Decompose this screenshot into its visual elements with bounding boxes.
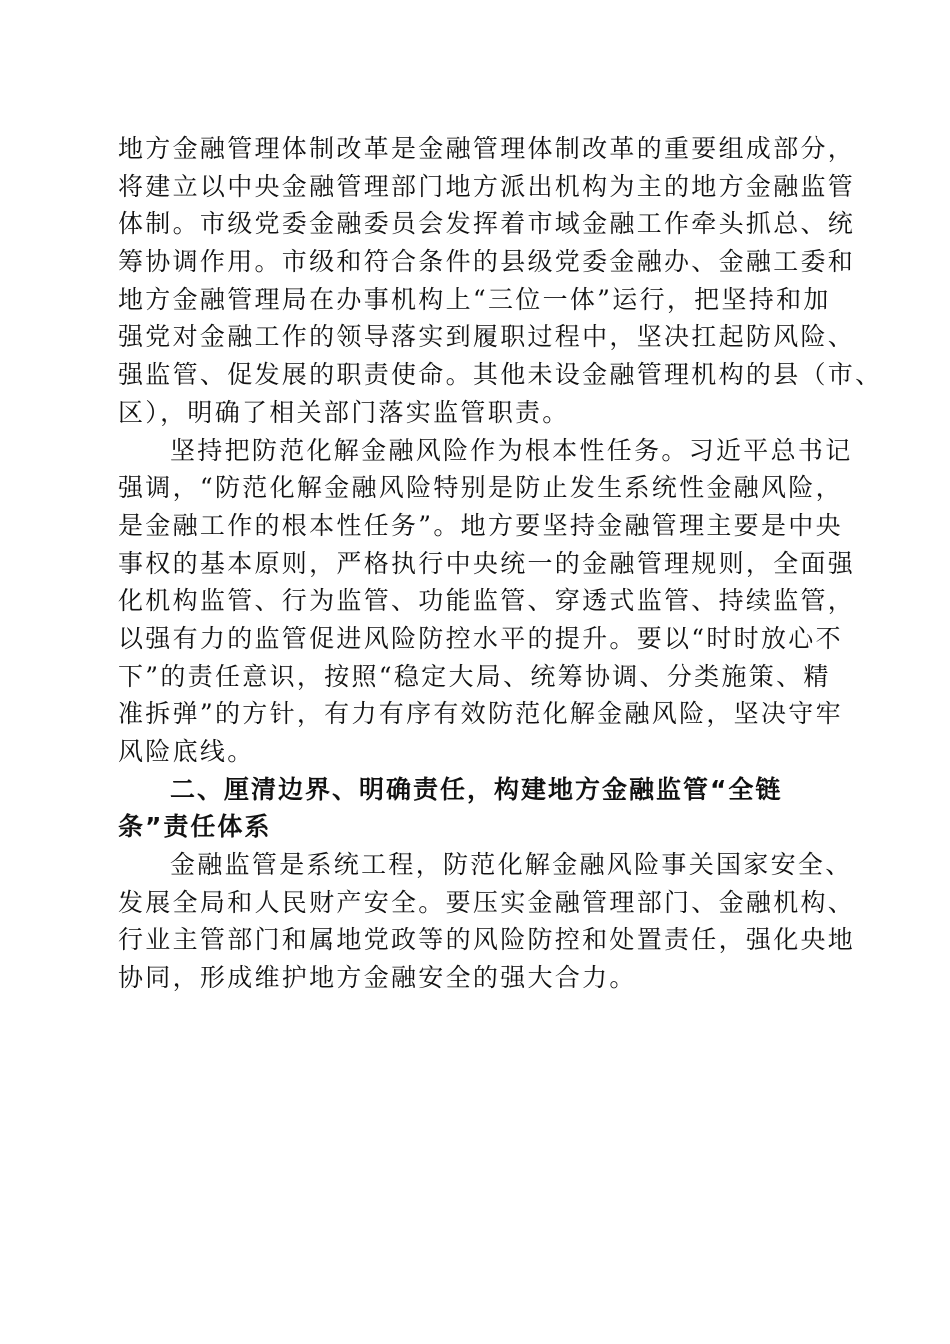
section-heading-2 (118, 771, 838, 846)
paragraph-2 (118, 432, 856, 771)
text-line: 体制。市级党委金融委员会发挥着市域金融工作牵头抓总、统 (118, 209, 856, 239)
text-line: 区），明确了相关部门落实监管职责。 (118, 397, 570, 427)
text-line: 协同，形成维护地方金融安全的强大合力。 (118, 963, 637, 993)
document-body (118, 130, 883, 997)
heading-line: 二、厘清边界、明确责任，构建地方金融监管“全链 (170, 774, 783, 804)
text-line: 发展全局和人民财产安全。要压实金融管理部门、金融机构、 (118, 887, 856, 917)
text-line: 风险底线。 (118, 737, 255, 766)
paragraph-3 (118, 846, 856, 997)
text-line: 筹协调作用。市级和符合条件的县级党委金融办、金融工委和 (118, 247, 856, 277)
text-line: 下”的责任意识，按照“稳定大局、统筹协调、分类施策、精 (118, 661, 831, 691)
paragraph-1 (118, 130, 883, 432)
text-line: 强监管、促发展的职责使命。其他未设金融管理机构的县（市、 (118, 360, 883, 390)
text-line: 事权的基本原则，严格执行中央统一的金融管理规则，全面强 (118, 548, 856, 578)
text-line: 强党对金融工作的领导落实到履职过程中，坚决扛起防风险、 (118, 322, 856, 352)
text-line: 是金融工作的根本性任务”。地方要坚持金融管理主要是中央 (118, 510, 843, 540)
text-line: 坚持把防范化解金融风险作为根本性任务。习近平总书记 (170, 435, 853, 465)
text-line: 行业主管部门和属地党政等的风险防控和处置责任，强化央地 (118, 925, 856, 955)
text-line: 金融监管是系统工程，防范化解金融风险事关国家安全、 (170, 850, 853, 880)
text-line: 强调，“防范化解金融风险特别是防止发生系统性金融风险， (118, 473, 843, 503)
heading-line: 条”责任体系 (118, 812, 272, 842)
text-line: 准拆弹”的方针，有力有序有效防范化解金融风险，坚决守牢 (118, 699, 843, 729)
text-line: 地方金融管理局在办事机构上“三位一体”运行，把坚持和加 (118, 284, 831, 314)
text-line: 地方金融管理体制改革是金融管理体制改革的重要组成部分， (118, 134, 856, 163)
text-line: 将建立以中央金融管理部门地方派出机构为主的地方金融监管 (118, 171, 856, 201)
text-line: 以强有力的监管促进风险防控水平的提升。要以“时时放心不 (118, 623, 843, 653)
text-line: 化机构监管、行为监管、功能监管、穿透式监管、持续监管， (118, 586, 856, 616)
